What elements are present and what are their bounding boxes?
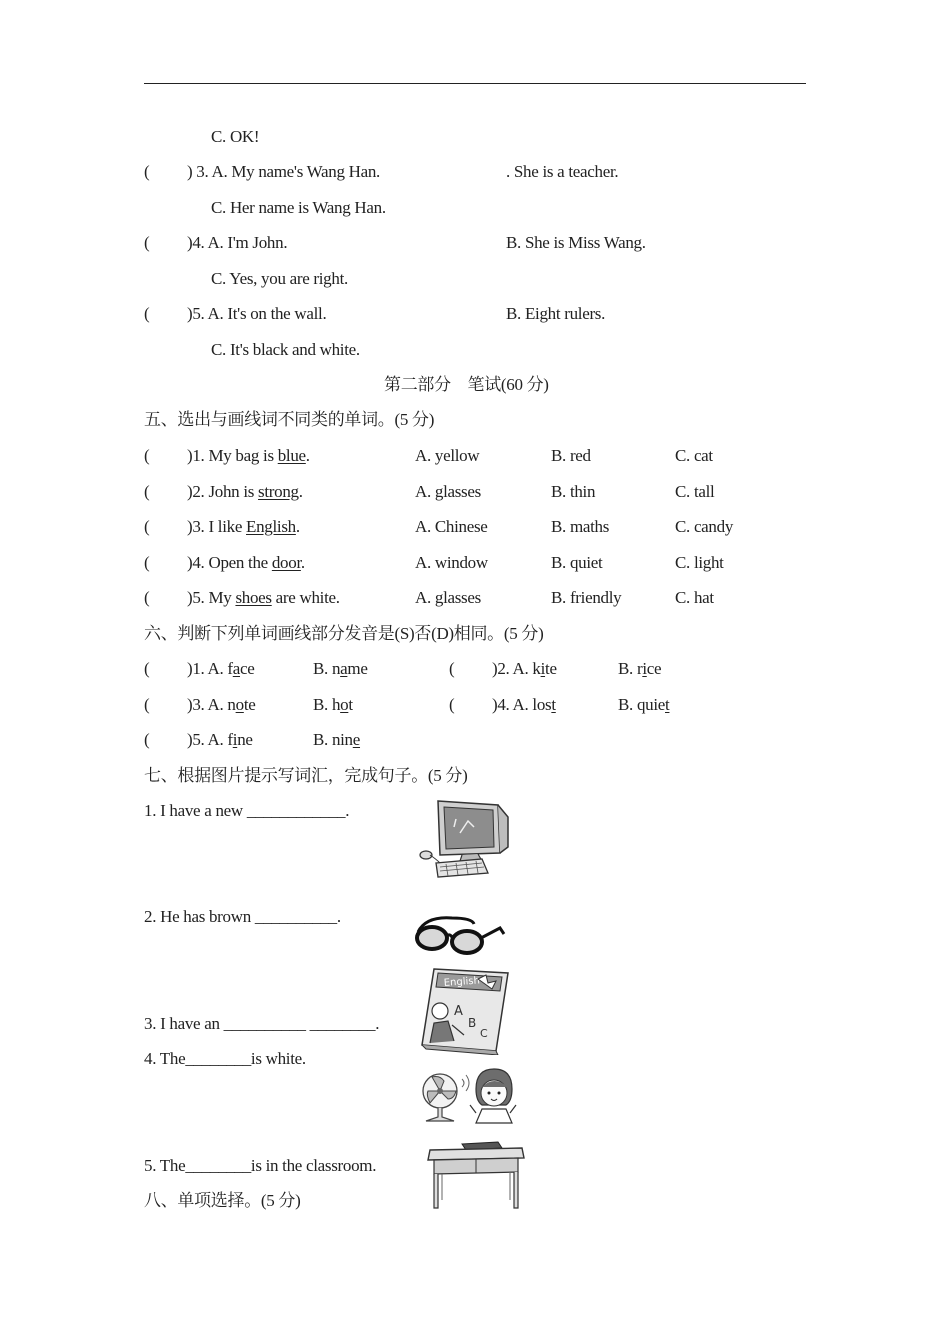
s5-q4-a: A. window [415, 553, 488, 572]
q5-option-b: B. Eight rulers. [506, 304, 606, 323]
s5-q4-stem: )4. Open the door. [187, 553, 305, 572]
book-letter-b: B [468, 1016, 477, 1030]
s7-sentence-2: 2. He has brown __________. [144, 907, 341, 926]
answer-paren: ( [144, 553, 150, 572]
answer-paren: ( [144, 517, 150, 536]
answer-paren: ( [449, 659, 455, 678]
s5-q5-c: C. hat [675, 588, 714, 607]
s5-q3-c: C. candy [675, 517, 734, 536]
s6-q3-a: )3. A. note [187, 695, 256, 714]
s5-q2-stem: )2. John is strong. [187, 482, 303, 501]
section8-title: 八、单项选择。(5 分) [144, 1191, 301, 1210]
answer-paren: ( [144, 482, 150, 501]
q3-option-c: C. Her name is Wang Han. [211, 198, 386, 217]
computer-picture [416, 797, 512, 881]
book-letter-c: C [480, 1027, 488, 1040]
answer-paren: ( [144, 588, 150, 607]
q5-option-a: )5. A. It's on the wall. [187, 304, 327, 323]
answer-paren: ( [449, 695, 455, 714]
fan-and-girl-picture [416, 1065, 520, 1129]
s6-q2-a: )2. A. kite [492, 659, 557, 678]
section5-title: 五、选出与画线词不同类的单词。(5 分) [144, 410, 435, 429]
s5-q2-c: C. tall [675, 482, 715, 501]
underlined-word: blue [277, 446, 306, 465]
desk-picture [426, 1138, 526, 1210]
answer-paren: ( [144, 730, 150, 749]
s5-q1-stem: )1. My bag is blue. [187, 446, 310, 465]
q5-option-c: C. It's black and white. [211, 340, 360, 359]
s5-q2-b: B. thin [551, 482, 596, 501]
s5-q3-stem: )3. I like English. [187, 517, 300, 536]
s5-q5-b: B. friendly [551, 588, 622, 607]
s7-sentence-5: 5. The________is in the classroom. [144, 1156, 377, 1175]
s6-q1-a: )1. A. face [187, 659, 255, 678]
s5-q2-a: A. glasses [415, 482, 481, 501]
s6-q5-a: )5. A. fine [187, 730, 253, 749]
q4-option-c: C. Yes, you are right. [211, 269, 348, 288]
book-letter-a: A [454, 1004, 463, 1019]
answer-paren: ( [144, 304, 150, 323]
s6-q4-b: B. quiet [618, 695, 670, 714]
s5-q3-a: A. Chinese [415, 517, 488, 536]
s7-sentence-3: 3. I have an __________ ________. [144, 1014, 380, 1033]
s5-q3-b: B. maths [551, 517, 610, 536]
answer-paren: ( [144, 162, 150, 181]
part-two-title: 第二部分 笔试(60 分) [384, 375, 549, 394]
s7-sentence-4: 4. The________is white. [144, 1049, 306, 1068]
s5-q5-stem: )5. My shoes are white. [187, 588, 340, 607]
s5-q4-c: C. light [675, 553, 724, 572]
english-book-picture [416, 965, 512, 1055]
header-rule [144, 83, 806, 84]
section7-title: 七、根据图片提示写词汇，完成句子。(5 分) [144, 766, 468, 785]
s7-sentence-1: 1. I have a new ____________. [144, 801, 350, 820]
s6-q5-b: B. nine [313, 730, 361, 749]
s6-q2-b: B. rice [618, 659, 662, 678]
q4-option-b: B. She is Miss Wang. [506, 233, 646, 252]
s5-q5-a: A. glasses [415, 588, 481, 607]
underlined-word: shoes [235, 588, 272, 607]
s6-q3-b: B. hot [313, 695, 353, 714]
underlined-word: door [271, 553, 301, 572]
q3-option-a: ) 3. A. My name's Wang Han. [187, 162, 381, 181]
answer-paren: ( [144, 695, 150, 714]
q3-option-b: . She is a teacher. [506, 162, 619, 181]
q2-option-c: C. OK! [211, 127, 260, 146]
s5-q1-a: A. yellow [415, 446, 480, 465]
q4-option-a: )4. A. I'm John. [187, 233, 288, 252]
underlined-word: strong [258, 482, 299, 501]
underlined-word: English [246, 517, 296, 536]
answer-paren: ( [144, 446, 150, 465]
answer-paren: ( [144, 659, 150, 678]
s5-q4-b: B. quiet [551, 553, 603, 572]
s6-q1-b: B. name [313, 659, 368, 678]
glasses-picture [412, 910, 512, 960]
s5-q1-c: C. cat [675, 446, 713, 465]
s6-q4-a: )4. A. lost [492, 695, 556, 714]
section6-title: 六、判断下列单词画线部分发音是(S)否(D)相同。(5 分) [144, 624, 544, 643]
book-cover-title: English [443, 975, 481, 989]
answer-paren: ( [144, 233, 150, 252]
s5-q1-b: B. red [551, 446, 591, 465]
